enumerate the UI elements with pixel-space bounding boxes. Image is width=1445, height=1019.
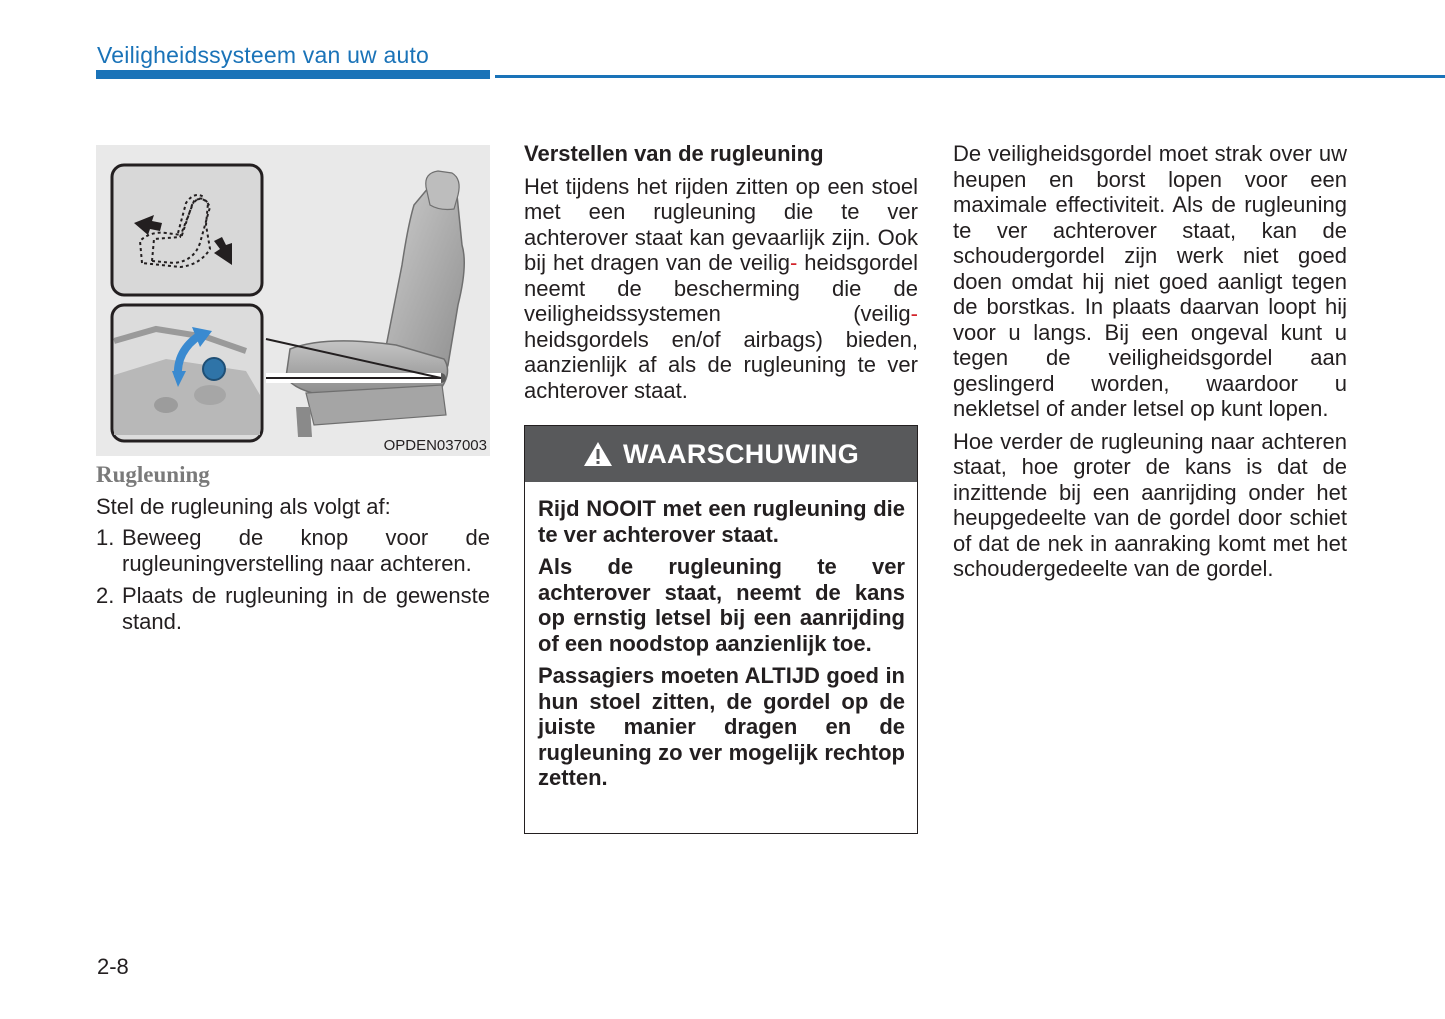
hyphen-mark: -: [789, 250, 798, 275]
hyphen-mark: -: [910, 301, 918, 326]
warning-paragraph: Passagiers moeten ALTIJD goed in hun stoel zitten, de gordel op de juiste manier dragen en de rugleuning zo ver mogelijk rechtop zetten.: [538, 663, 905, 790]
header-title: Veiligheidssysteem van uw auto: [97, 42, 430, 68]
body-paragraph: De veiligheidsgordel moet strak over uw heupen en borst lopen voor een maximale effectiviteit. Als de rugleuning te ver achterover staat, kan de schoudergordel zijn werk niet goed doen omdat hij niet goed aanligt tegen de borstkas. In plaats daarvan loopt hij voor u langs. Bij een ongeval kunt u tegen de veiligheidsgordel aan geslingerd worden, waardoor u nekletsel of ander letsel op kunt lopen.: [953, 141, 1347, 421]
warning-body: [525, 482, 917, 791]
warning-header: [525, 426, 917, 482]
body-paragraph: [524, 174, 918, 404]
header-rule-thick: [96, 70, 490, 79]
list-item: [96, 583, 490, 634]
step-number: 1.: [96, 525, 115, 550]
column-1: [96, 462, 490, 641]
text-run: heidsgordels en/of airbags) bieden, aanzienlijk af als de rugleuning te ver achterover staat.: [524, 326, 918, 403]
steps-list: [96, 525, 490, 634]
column-2: [524, 141, 918, 403]
step-number: 2.: [96, 583, 115, 608]
text-run: heidsgordel neemt de bescherming die de veiligheidssystemen (veilig: [524, 250, 918, 326]
warning-paragraph: Rijd NOOIT met een rugleuning die te ver achterover staat.: [538, 496, 905, 547]
step-text: Plaats de rugleuning in de gewenste stand.: [122, 583, 490, 634]
warning-paragraph: Als de rugleuning te ver achterover staat, neemt de kans op ernstig letsel bij een aanrijding of een noodstop aanzienlijk toe.: [538, 554, 905, 656]
body-paragraph: Hoe verder de rugleuning naar achteren staat, hoe groter de kans is dat de inzittende bij een aanrijding onder het heupgedeelte van de gordel door schiet of dat de nek in aanraking komt met het schoudergedeelte van de gordel.: [953, 428, 1347, 581]
seat-recline-illustration: [96, 145, 490, 456]
figure-code: OPDEN037003: [383, 437, 487, 454]
header-rule-thin: [495, 75, 1445, 78]
column-title: Verstellen van de rugleuning: [524, 141, 824, 166]
warning-box: [524, 425, 918, 834]
text-run: Het tijdens het rijden zitten op een stoel met een rugleuning die te ver achterover staat kan gevaarlijk zijn. Ook bij het dragen van de veilig: [524, 173, 918, 275]
section-heading: Rugleuning: [96, 462, 210, 487]
step-text: Beweeg de knop voor de rugleuningverstelling naar achteren.: [122, 525, 490, 576]
column-3: [953, 141, 1347, 582]
list-item: [96, 525, 490, 576]
warning-triangle-icon: [583, 441, 613, 467]
page-number: 2-8: [97, 954, 129, 979]
intro-text: Stel de rugleuning als volgt af:: [96, 493, 391, 519]
warning-label: WAARSCHUWING: [622, 438, 860, 469]
